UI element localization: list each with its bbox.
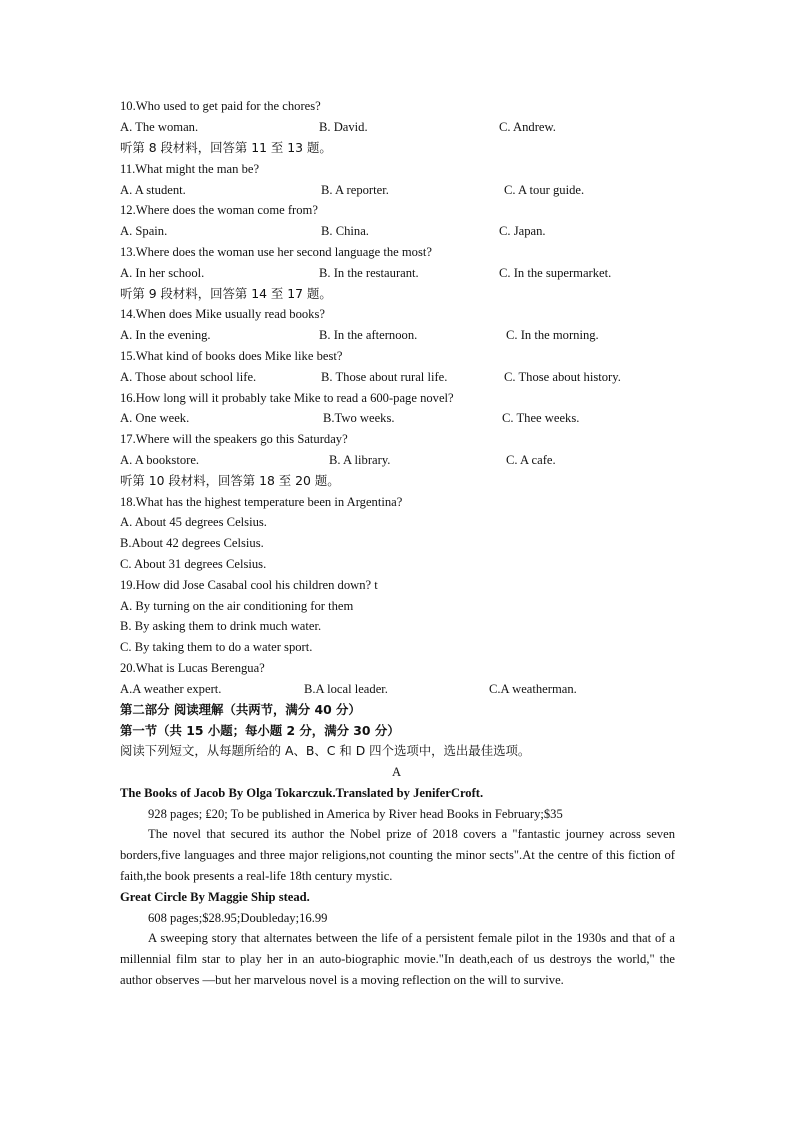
book2-title: Great Circle By Maggie Ship stead.	[120, 890, 310, 904]
question-12: 12.Where does the woman come from?	[120, 203, 318, 217]
question-11: 11.What might the man be?	[120, 162, 260, 176]
option-17a: A. A bookstore.	[120, 453, 200, 467]
option-18c: C. About 31 degrees Celsius.	[120, 557, 267, 571]
option-10b: B. David.	[319, 120, 368, 134]
option-20a: A.A weather expert.	[120, 682, 222, 696]
option-13c: C. In the supermarket.	[499, 266, 612, 280]
book2-description: A sweeping story that alternates between the life of a persistent female pilot in the 1930s and that of a millennial film star to play her in an auto-biographic movie."In death,each of us destroys the world," the author observes —but her marvelous novel is a moving reflection on the will to survive.	[120, 931, 675, 987]
option-16b: B.Two weeks.	[323, 411, 395, 425]
option-19a: A. By turning on the air conditioning for them	[120, 599, 354, 613]
option-20c: C.A weatherman.	[489, 682, 577, 696]
question-18: 18.What has the highest temperature been in Argentina?	[120, 495, 403, 509]
option-14c: C. In the morning.	[506, 328, 599, 342]
section1-title: 第一节（共 15 小题；每小题 2 分，满分 30 分）	[120, 723, 400, 738]
question-16: 16.How long will it probably take Mike to read a 600-page novel?	[120, 391, 454, 405]
option-18a: A. About 45 degrees Celsius.	[120, 515, 267, 529]
option-17b: B. A library.	[329, 453, 391, 467]
option-15c: C. Those about history.	[504, 370, 621, 384]
option-12c: C. Japan.	[499, 224, 546, 238]
option-14b: B. In the afternoon.	[319, 328, 418, 342]
passage-letter: A	[392, 765, 402, 779]
question-17: 17.Where will the speakers go this Saturday?	[120, 432, 348, 446]
option-11c: C. A tour guide.	[504, 183, 585, 197]
section-header-9: 听第 9 段材料，回答第 14 至 17 题。	[120, 286, 332, 301]
option-11b: B. A reporter.	[321, 183, 389, 197]
option-16c: C. Thee weeks.	[502, 411, 580, 425]
section-header-8: 听第 8 段材料，回答第 11 至 13 题。	[120, 140, 332, 155]
book1-title: The Books of Jacob By Olga Tokarczuk.Translated by JeniferCroft.	[120, 786, 484, 800]
reading-instruction: 阅读下列短文，从每题所给的 A、B、C 和 D 四个选项中，选出最佳选项。	[120, 743, 531, 758]
book1-meta: 928 pages; ₤20; To be published in America by River head Books in February;$35	[148, 807, 563, 821]
question-20: 20.What is Lucas Berengua?	[120, 661, 265, 675]
question-14: 14.When does Mike usually read books?	[120, 307, 325, 321]
question-10: 10.Who used to get paid for the chores?	[120, 99, 321, 113]
book2-meta: 608 pages;$28.95;Doubleday;16.99	[148, 911, 328, 925]
option-13a: A. In her school.	[120, 266, 205, 280]
option-18b: B.About 42 degrees Celsius.	[120, 536, 264, 550]
question-19: 19.How did Jose Casabal cool his children down? t	[120, 578, 378, 592]
option-14a: A. In the evening.	[120, 328, 211, 342]
option-19b: B. By asking them to drink much water.	[120, 619, 322, 633]
option-12a: A. Spain.	[120, 224, 168, 238]
question-13: 13.Where does the woman use her second language the most?	[120, 245, 432, 259]
option-10c: C. Andrew.	[499, 120, 556, 134]
book1-description: The novel that secured its author the Nobel prize of 2018 covers a "fantastic journey across seven borders,five languages and three major religions,not counting the minor sects".At the centre of this fiction of faith,the book presents a real-life 18th century mystic.	[120, 827, 675, 883]
option-20b: B.A local leader.	[304, 682, 388, 696]
question-15: 15.What kind of books does Mike like best?	[120, 349, 343, 363]
option-15b: B. Those about rural life.	[321, 370, 448, 384]
option-16a: A. One week.	[120, 411, 190, 425]
part2-title: 第二部分 阅读理解（共两节，满分 40 分）	[120, 702, 361, 717]
option-13b: B. In the restaurant.	[319, 266, 419, 280]
option-12b: B. China.	[321, 224, 369, 238]
option-15a: A. Those about school life.	[120, 370, 257, 384]
option-10a: A. The woman.	[120, 120, 199, 134]
section-header-10: 听第 10 段材料，回答第 18 至 20 题。	[120, 473, 340, 488]
option-11a: A. A student.	[120, 183, 186, 197]
option-19c: C. By taking them to do a water sport.	[120, 640, 313, 654]
option-17c: C. A cafe.	[506, 453, 556, 467]
